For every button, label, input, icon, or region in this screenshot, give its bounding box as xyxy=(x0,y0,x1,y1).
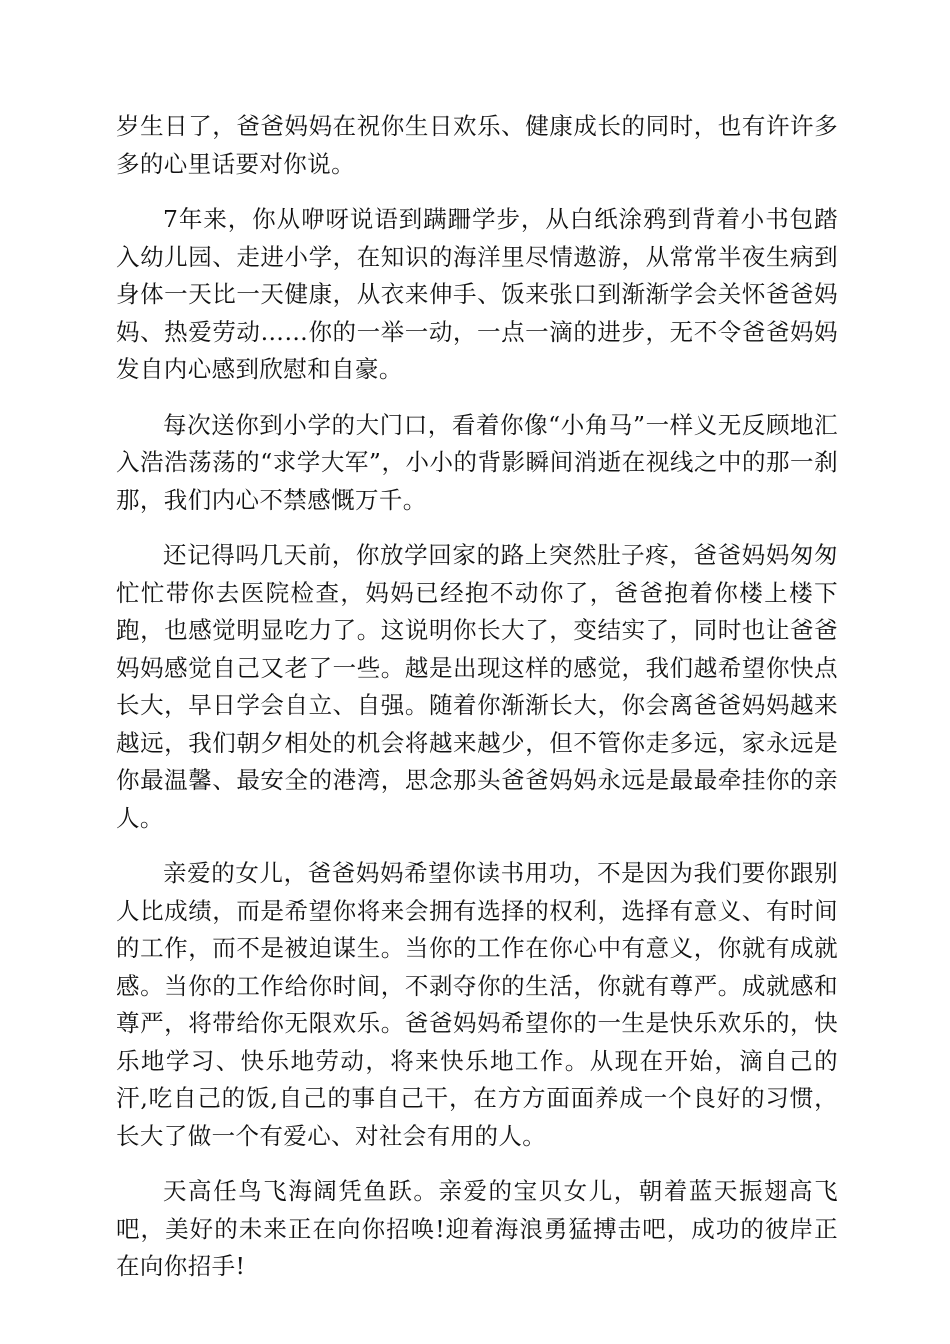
paragraph-birthday-intro: 岁生日了，爸爸妈妈在祝你生日欢乐、健康成长的同时，也有许许多多的心里话要对你说。 xyxy=(116,112,838,178)
paragraph-seven-years: 7年来，你从咿呀说语到蹒跚学步，从白纸涂鸦到背着小书包踏入幼儿园、走进小学，在知识的海洋里尽情遨游，从常常半夜生病到身体一天比一天健康，从衣来伸手、饭来张口到渐渐学会关怀爸爸妈妈、热爱劳动……你的一举一动，一点一滴的进步，无不令爸爸妈妈发自内心感到欣慰和自豪。 xyxy=(116,205,838,383)
document-body xyxy=(116,108,838,1304)
paragraph-closing-wishes: 天高任鸟飞海阔凭鱼跃。亲爱的宝贝女儿，朝着蓝天振翅高飞吧，美好的未来正在向你招唤!迎着海浪勇猛搏击吧，成功的彼岸正在向你招手! xyxy=(116,1177,838,1280)
paragraph-hospital-memory: 还记得吗几天前，你放学回家的路上突然肚子疼，爸爸妈妈匆匆忙忙带你去医院检查，妈妈已经抱不动你了，爸爸抱着你楼上楼下跑，也感觉明显吃力了。这说明你长大了，变结实了，同时也让爸爸妈妈感觉自己又老了一些。越是出现这样的感觉，我们越希望你快点长大，早日学会自立、自强。随着你渐渐长大，你会离爸爸妈妈越来越远，我们朝夕相处的机会将越来越少，但不管你走多远，家永远是你最温馨、最安全的港湾，思念那头爸爸妈妈永远是最最牵挂你的亲人。 xyxy=(116,541,838,832)
paragraph-school-gate: 每次送你到小学的大门口，看着你像“小角马”一样义无反顾地汇入浩浩荡荡的“求学大军”，小小的背影瞬间消逝在视线之中的那一刹那，我们内心不禁感慨万千。 xyxy=(116,410,838,514)
paragraph-hopes-for-daughter: 亲爱的女儿，爸爸妈妈希望你读书用功，不是因为我们要你跟别人比成绩，而是希望你将来会拥有选择的权利，选择有意义、有时间的工作，而不是被迫谋生。当你的工作在你心中有意义，你就有成就感。当你的工作给你时间，不剥夺你的生活，你就有尊严。成就感和尊严，将带给你无限欢乐。爸爸妈妈希望你的一生是快乐欢乐的，快乐地学习、快乐地劳动，将来快乐地工作。从现在开始，滴自己的汗,吃自己的饭,自己的事自己干，在方方面面养成一个良好的习惯，长大了做一个有爱心、对社会有用的人。 xyxy=(116,859,838,1150)
